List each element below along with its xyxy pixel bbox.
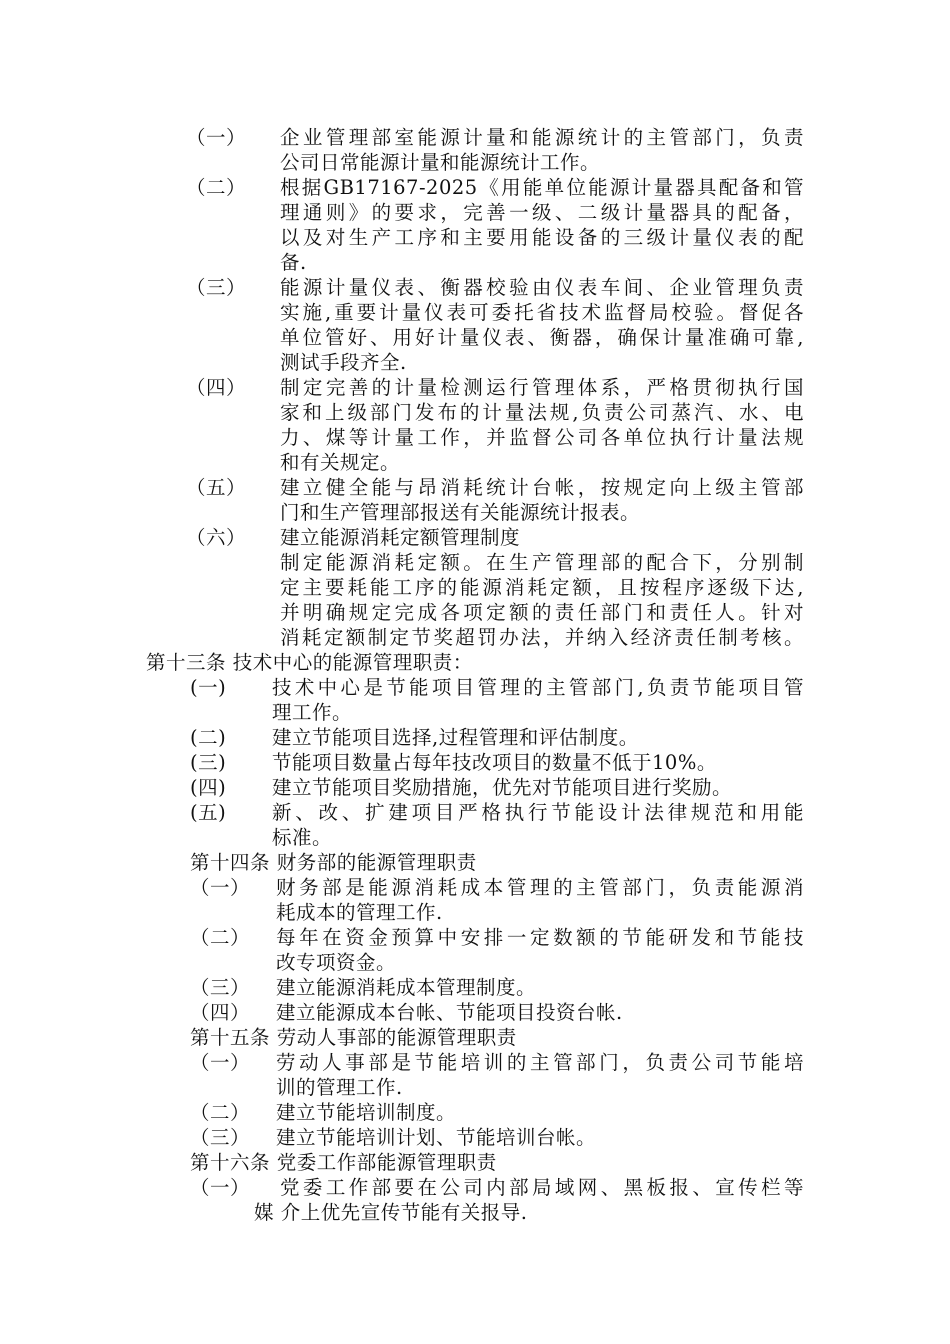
article-heading: 第十三条 技术中心的能源管理职责： <box>146 651 473 674</box>
item-line: 根据GB17167-2025《用能单位能源计量器具配备和管 <box>280 176 804 199</box>
item-marker: （四） <box>190 1001 251 1024</box>
item-line: 劳动人事部是节能培训的主管部门，负责公司节能培 <box>276 1051 804 1074</box>
item-line: 理工作。 <box>272 701 353 724</box>
item-line: 新、改、扩建项目严格执行节能设计法律规范和用能 <box>272 801 804 824</box>
item-line: 理通则》的要求，完善一级、二级计量器具的配备， <box>280 201 804 224</box>
item-line: 改专项资金。 <box>276 951 397 974</box>
item-line: 建立节能培训计划、节能培训台帐。 <box>276 1126 597 1149</box>
article-heading: 第十四条 财务部的能源管理职责 <box>190 851 477 874</box>
item-marker: (一) <box>190 676 227 699</box>
item-marker: （一） <box>186 126 247 149</box>
item-line: 实施,重要计量仪表可委托省技术监督局校验。督促各 <box>280 301 804 324</box>
article-heading: 第十五条 劳动人事部的能源管理职责 <box>190 1026 517 1049</box>
item-marker: （一） <box>190 1051 251 1074</box>
item-line: 制定能源消耗定额。在生产管理部的配合下，分别制 <box>280 551 804 574</box>
item-marker: （六） <box>186 526 247 549</box>
item-line: 建立节能培训制度。 <box>276 1101 457 1124</box>
item-line: 和有关规定。 <box>280 451 401 474</box>
article-heading: 第十六条 党委工作部能源管理职责 <box>190 1151 497 1174</box>
item-line: 企业管理部室能源计量和能源统计的主管部门，负责 <box>280 126 804 149</box>
item-line: 以及对生产工序和主要用能设备的三级计量仪表的配 <box>280 226 804 249</box>
item-marker: （三） <box>186 276 247 299</box>
item-marker: （一） <box>190 1176 251 1199</box>
item-line: 能源计量仪表、衡器校验由仪表车间、企业管理负责 <box>280 276 804 299</box>
item-line: 建立能源消耗成本管理制度。 <box>276 976 537 999</box>
item-marker: (二) <box>190 726 227 749</box>
item-line: 建立能源成本台帐、节能项目投资台帐. <box>276 1001 623 1024</box>
item-marker: （五） <box>186 476 247 499</box>
item-marker: （一） <box>190 876 251 899</box>
item-line: 耗成本的管理工作. <box>276 901 443 924</box>
item-line: 并明确规定完成各项定额的责任部门和责任人。针对 <box>280 601 804 624</box>
item-line: 公司日常能源计量和能源统计工作。 <box>280 151 601 174</box>
item-marker: （三） <box>190 1126 251 1149</box>
item-line: 测试手段齐全. <box>280 351 407 374</box>
item-marker: （二） <box>190 1101 251 1124</box>
item-line: 消耗定额制定节奖超罚办法，并纳入经济责任制考核。 <box>280 626 804 649</box>
item-marker: （二） <box>186 176 247 199</box>
item-line: 力、煤等计量工作，并监督公司各单位执行计量法规 <box>280 426 804 449</box>
item-line: 家和上级部门发布的计量法规,负责公司蒸汽、水、电 <box>280 401 804 424</box>
item-line: 技术中心是节能项目管理的主管部门,负责节能项目管 <box>272 676 804 699</box>
item-line: 标准。 <box>272 826 333 849</box>
item-marker: (五) <box>190 801 227 824</box>
item-line: 财务部是能源消耗成本管理的主管部门，负责能源消 <box>276 876 804 899</box>
item-line: 建立能源消耗定额管理制度 <box>280 526 521 549</box>
item-line: 定主要耗能工序的能源消耗定额，且按程序逐级下达, <box>280 576 804 599</box>
item-line: 建立健全能与昂消耗统计台帐，按规定向上级主管部 <box>280 476 804 499</box>
item-line: 每年在资金预算中安排一定数额的节能研发和节能技 <box>276 926 804 949</box>
item-line: 备. <box>280 251 307 274</box>
item-marker: （三） <box>190 976 251 999</box>
item-line: 单位管好、用好计量仪表、衡器，确保计量准确可靠, <box>280 326 804 349</box>
item-line: 建立节能项目奖励措施，优先对节能项目进行奖励。 <box>272 776 733 799</box>
item-marker: （四） <box>186 376 247 399</box>
item-line: 门和生产管理部报送有关能源统计报表。 <box>280 501 641 524</box>
item-line: 制定完善的计量检测运行管理体系，严格贯彻执行国 <box>280 376 804 399</box>
item-line: 党委工作部要在公司内部局域网、黑板报、宣传栏等 <box>280 1176 804 1199</box>
item-line: 训的管理工作. <box>276 1076 403 1099</box>
item-marker: (四) <box>190 776 227 799</box>
item-line: 节能项目数量占每年技改项目的数量不低于10%。 <box>272 751 717 774</box>
item-marker: (三) <box>190 751 227 774</box>
item-marker: （二） <box>190 926 251 949</box>
item-line: 媒 介上优先宣传节能有关报导. <box>254 1201 528 1224</box>
item-line: 建立节能项目选择,过程管理和评估制度。 <box>272 726 639 749</box>
